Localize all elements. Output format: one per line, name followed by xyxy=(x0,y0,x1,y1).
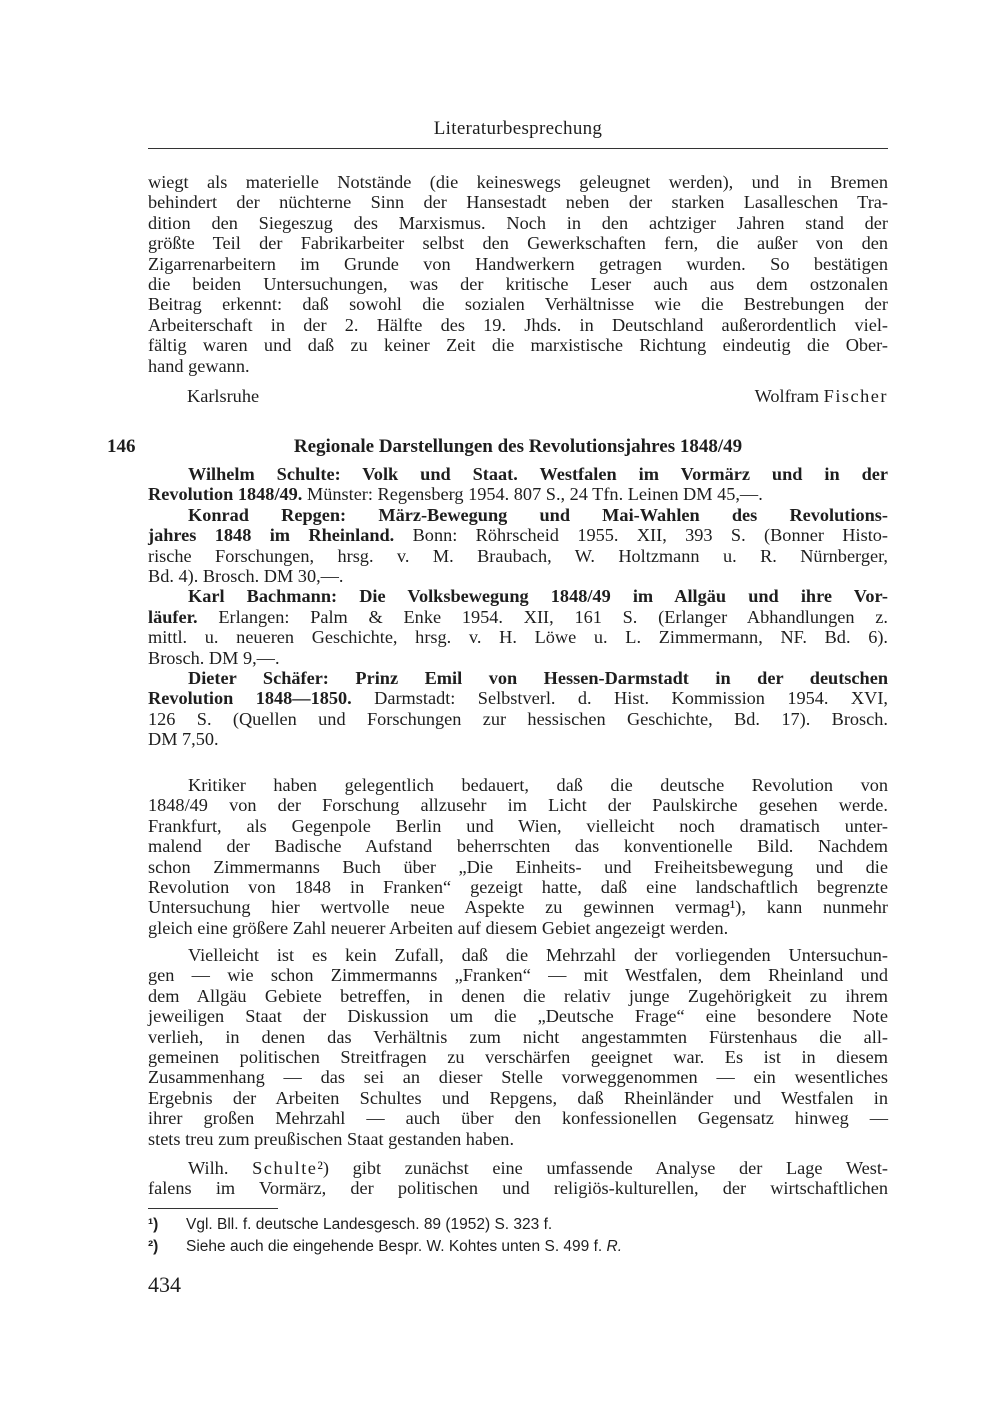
bib-title: jahres 1848 im Rheinland. xyxy=(148,525,395,546)
bib-title: Dieter Schäfer: Prinz Emil von Hessen-Darmstadt in der deutschen xyxy=(188,668,888,689)
bibliography xyxy=(148,464,888,750)
section-title: Regionale Darstellungen des Revolutionsjahres 1848/49 xyxy=(293,436,743,457)
paragraph-3-line: verlieh, in denen das Verhältnis zum nicht angestammten Fürstenhaus die all- xyxy=(148,1026,888,1047)
bib-entry-line xyxy=(148,729,888,749)
footnote-2 xyxy=(148,1238,622,1256)
footnote-2-mark: ²) xyxy=(148,1238,159,1255)
bib-entry-line xyxy=(148,505,888,525)
margin-number: 146 xyxy=(107,436,136,457)
signature-place: Karlsruhe xyxy=(187,386,260,406)
paragraph-2-line: Frankfurt, als Gegenpole Berlin und Wien, vielleicht noch dramatisch unter- xyxy=(148,815,888,836)
footnote-1-text: Vgl. Bll. f. deutsche Landesgesch. 89 (1952) S. 323 f. xyxy=(186,1216,553,1233)
bib-entry-line xyxy=(148,607,888,627)
bib-entry-line xyxy=(148,546,888,566)
bib-details: Bd. 4). Brosch. DM 30,—. xyxy=(148,566,344,587)
running-head: Literaturbesprechung xyxy=(433,118,603,139)
paragraph-2-line: Untersuchung hier wertvolle neue Aspekte zu gewinnen vermag¹), kann nunmehr xyxy=(148,897,888,918)
bib-details: Bonn: Röhrscheid 1955. XII, 393 S. (Bonner Histo- xyxy=(394,525,889,546)
paragraph-3-line: Vielleicht ist es kein Zufall, daß die Mehrzahl der vorliegenden Untersuchun- xyxy=(188,945,888,965)
paragraph-3-line: Ergebnis der Arbeiten Schultes und Repgens, daß Rheinländer und Westfalen in xyxy=(148,1087,888,1108)
paragraph-3-line: Zusammenhang — das sei an dieser Stelle vorweggenommen — ein wesentliches xyxy=(148,1067,888,1088)
paragraph-4-rest: ²) gibt zunächst eine umfassende Analyse der Lage West- xyxy=(317,1158,889,1178)
bib-details: rische Forschungen, hrsg. v. M. Braubach, W. Holtzmann u. R. Nürnberger, xyxy=(148,545,888,566)
paragraph-3-line: jeweiligen Staat der Diskussion um die „Deutsche Frage“ eine besondere Note xyxy=(148,1006,888,1027)
bib-entry-line xyxy=(148,627,888,647)
signature-last-name: Fischer xyxy=(823,386,888,406)
bib-entry-line xyxy=(148,464,888,484)
paragraph-2 xyxy=(148,775,888,938)
bib-title: Konrad Repgen: März-Bewegung und Mai-Wahlen des Revolutions- xyxy=(188,504,888,525)
bib-title: Revolution 1848/49. xyxy=(148,484,303,505)
paragraph-2-line: 1848/49 von der Forschung allzusehr im Licht der Paulskirche gesehen werde. xyxy=(148,795,888,816)
bib-details: mittl. u. neueren Geschichte, hrsg. v. H. Löwe u. L. Zimmermann, NF. Bd. 6). xyxy=(148,627,888,648)
footnote-1 xyxy=(148,1216,552,1234)
bib-title: Revolution 1848—1850. xyxy=(148,688,352,709)
bib-details: Erlangen: Palm & Enke 1954. XII, 161 S. (Erlanger Abhandlungen z. xyxy=(197,606,888,627)
paragraph-4-prefix: Wilh. xyxy=(188,1158,253,1178)
paragraph-4-line-1 xyxy=(148,1158,888,1178)
paragraph-3-line: dem Allgäu Gebiete betreffen, in denen die relativ junge Zugehörigkeit zu ihrem xyxy=(148,985,888,1006)
paragraph-2-line: Kritiker haben gelegentlich bedauert, daß die deutsche Revolution von xyxy=(188,775,888,795)
bib-details: Brosch. DM 9,—. xyxy=(148,647,280,668)
bib-entry-line xyxy=(148,688,888,708)
footnote-2-italic: R. xyxy=(606,1238,623,1255)
paragraph-2-line: gleich eine größere Zahl neuerer Arbeiten auf diesem Gebiet angezeigt werden. xyxy=(148,917,729,938)
paragraph-3-line: stets treu zum preußischen Staat gestanden haben. xyxy=(148,1128,515,1149)
bib-entry-line xyxy=(148,484,888,504)
signature-first-name: Wolfram xyxy=(754,386,820,406)
paragraph-2-line: schon Zimmermanns Buch über „Die Einheits- und Freiheitsbewegung und die xyxy=(148,856,888,877)
footnote-rule xyxy=(148,1208,278,1209)
intro-paragraph-line: die beiden Untersuchungen, was der kritische Leser auch aus dem ostzonalen xyxy=(148,274,888,295)
page-number: 434 xyxy=(148,1272,181,1297)
intro-paragraph-line: behindert der nüchterne Sinn der Hansestadt neben der starken Lasalleschen Tra- xyxy=(148,192,888,213)
bib-details: Darmstadt: Selbstverl. d. Hist. Kommission 1954. XVI, xyxy=(351,688,888,709)
bib-entry-line xyxy=(148,586,888,606)
footnote-1-mark: ¹) xyxy=(148,1216,159,1233)
paragraph-4-author: Schulte xyxy=(252,1158,318,1178)
intro-paragraph-line: wiegt als materielle Notstände (die keineswegs geleugnet werden), und in Bremen xyxy=(148,172,888,192)
paragraph-3-line: gen — wie schon Zimmermanns „Franken“ — mit Westfalen, dem Rheinland und xyxy=(148,965,888,986)
bib-entry-line xyxy=(148,566,888,586)
bib-entry-line xyxy=(148,525,888,545)
paragraph-3-line: gemeinen politischen Streitfragen zu verschärfen geeignet war. Es ist in diesem xyxy=(148,1047,888,1068)
bib-details: 126 S. (Quellen und Forschungen zur hessischen Geschichte, Bd. 17). Brosch. xyxy=(148,708,888,729)
intro-paragraph-line: hand gewann. xyxy=(148,355,250,376)
intro-paragraph-line: dition den Siegeszug des Marxismus. Noch in den achtziger Jahren stand der xyxy=(148,212,888,233)
paragraph-3-line: ihrer großen Mehrzahl — auch über den konfessionellen Gegensatz hinweg — xyxy=(148,1108,888,1129)
bib-title: läufer. xyxy=(148,606,198,627)
intro-paragraph xyxy=(148,172,888,376)
paragraph-2-line: malend der Badische Aufstand beherrschten das konventionelle Bild. Nachdem xyxy=(148,836,888,857)
intro-paragraph-line: Arbeiterschaft in der 2. Hälfte des 19. Jhds. in Deutschland außerordentlich viel- xyxy=(148,314,888,335)
intro-paragraph-line: Zigarrenarbeitern im Grunde von Handwerkern getragen wurden. So bestätigen xyxy=(148,253,888,274)
paragraph-4-line-2: falens im Vormärz, der politischen und religiös-kulturellen, der wirtschaftlichen xyxy=(148,1178,888,1199)
bib-title: Wilhelm Schulte: Volk und Staat. Westfalen im Vormärz und in der xyxy=(188,464,888,484)
bib-details: Münster: Regensberg 1954. 807 S., 24 Tfn. Leinen DM 45,—. xyxy=(302,484,763,505)
intro-paragraph-line: größte Teil der Fabrikarbeiter selbst den Gewerkschaften fern, die außer von den xyxy=(148,233,888,254)
intro-paragraph-line: fältig waren und daß zu keiner Zeit die marxistische Richtung eindeutig die Ober- xyxy=(148,335,888,356)
paragraph-3 xyxy=(148,945,888,1149)
footnote-2-text: Siehe auch die eingehende Bespr. W. Kohtes unten S. 499 f. xyxy=(186,1238,607,1255)
bib-entry-line xyxy=(148,709,888,729)
bib-details: DM 7,50. xyxy=(148,729,219,750)
bib-entry-line xyxy=(148,648,888,668)
paragraph-2-line: Revolution von 1848 in Franken“ gezeigt hatte, daß eine landschaftlich begrenzte xyxy=(148,877,888,898)
intro-paragraph-line: Beitrag erkennt: daß sowohl die sozialen Verhältnisse wie die Bestrebungen der xyxy=(148,294,888,315)
paragraph-4 xyxy=(148,1158,888,1199)
bib-entry-line xyxy=(148,668,888,688)
signature-name xyxy=(755,386,888,407)
bib-title: Karl Bachmann: Die Volksbewegung 1848/49 im Allgäu und ihre Vor- xyxy=(188,586,888,607)
header-rule xyxy=(148,148,888,149)
